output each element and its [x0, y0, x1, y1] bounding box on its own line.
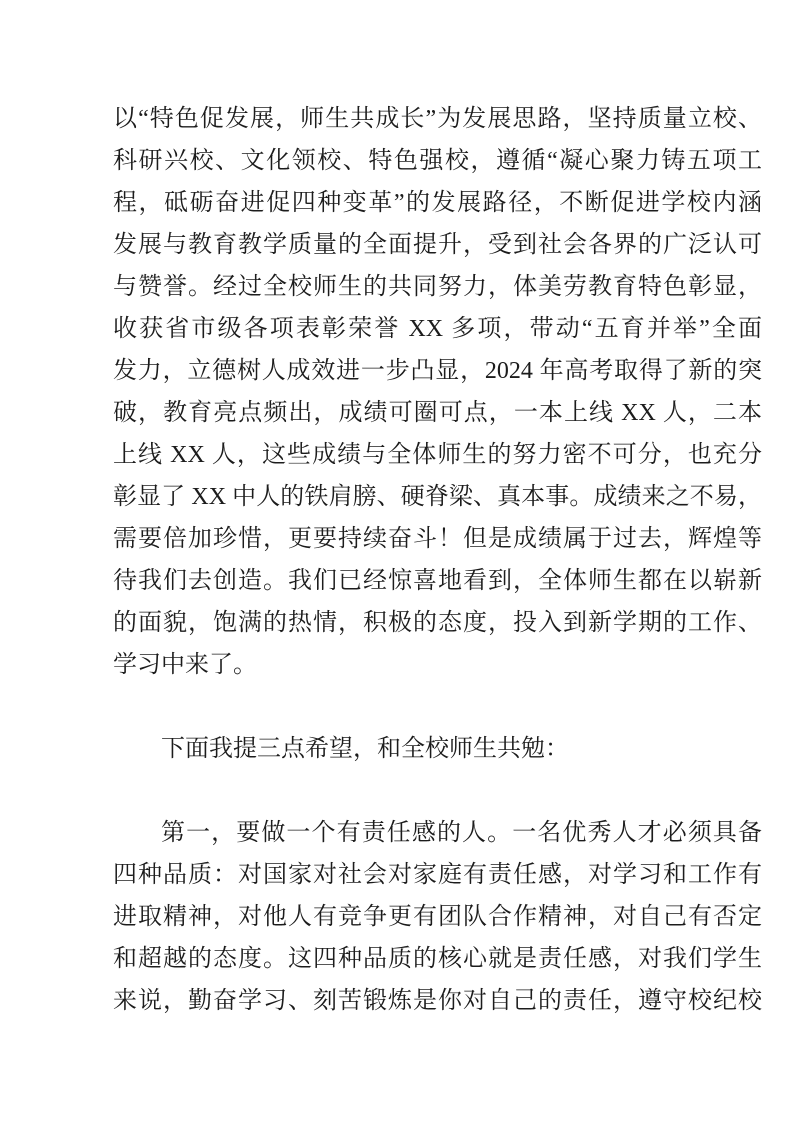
text-line: 的面貌，饱满的热情，积极的态度，投入到新学期的工作、	[113, 610, 762, 636]
text-line: 来说，勤奋学习、刻苦锻炼是你对自己的责任，遵守校纪校	[113, 988, 762, 1014]
paragraph-achievements	[113, 98, 762, 686]
text-line: 以“特色促发展，师生共成长”为发展思路，坚持质量立校、	[113, 106, 762, 132]
paragraph-three-hopes-intro	[113, 728, 762, 770]
text-line: 下面我提三点希望，和全校师生共勉：	[161, 736, 569, 762]
text-line: 发展与教育教学质量的全面提升，受到社会各界的广泛认可	[113, 232, 762, 258]
text-line: 收获省市级各项表彰荣誉 XX 多项，带动“五育并举”全面	[113, 316, 762, 342]
text-line: 破，教育亮点频出，成绩可圈可点，一本上线 XX 人，二本	[113, 400, 762, 426]
text-line: 和超越的态度。这四种品质的核心就是责任感，对我们学生	[113, 946, 762, 972]
text-line: 需要倍加珍惜，更要持续奋斗！但是成绩属于过去，辉煌等	[113, 526, 762, 552]
text-line: 第一，要做一个有责任感的人。一名优秀人才必须具备	[161, 820, 762, 846]
text-line: 科研兴校、文化领校、特色强校，遵循“凝心聚力铸五项工	[113, 148, 762, 174]
paragraph-first-hope	[113, 812, 762, 1022]
text-line: 程，砥砺奋进促四种变革”的发展路径，不断促进学校内涵	[113, 190, 762, 216]
text-line: 学习中来了。	[113, 652, 257, 678]
text-line: 四种品质：对国家对社会对家庭有责任感，对学习和工作有	[113, 862, 762, 888]
text-line: 进取精神，对他人有竞争更有团队合作精神，对自己有否定	[113, 904, 762, 930]
text-line: 发力，立德树人成效进一步凸显，2024 年高考取得了新的突	[113, 358, 762, 384]
text-line: 待我们去创造。我们已经惊喜地看到，全体师生都在以崭新	[113, 568, 762, 594]
text-line: 彰显了 XX 中人的铁肩膀、硬脊梁、真本事。成绩来之不易，	[113, 484, 762, 510]
text-line: 上线 XX 人，这些成绩与全体师生的努力密不可分，也充分	[113, 442, 762, 468]
text-line: 与赞誉。经过全校师生的共同努力，体美劳教育特色彰显，	[113, 274, 762, 300]
